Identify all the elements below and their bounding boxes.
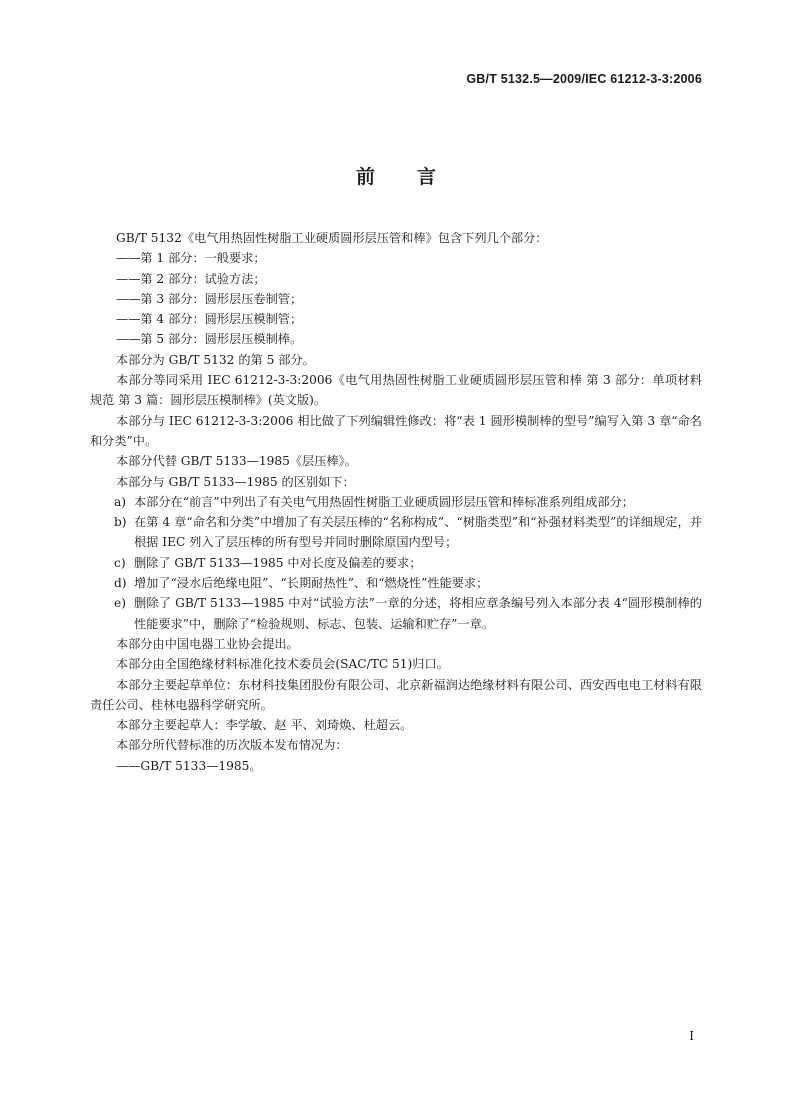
difference-label: d): [114, 576, 127, 591]
difference-item: [90, 512, 702, 553]
replaces-paragraph: 本部分代替 GB/T 5133—1985《层压棒》。: [116, 454, 357, 469]
difference-label: a): [114, 494, 127, 509]
difference-item: [90, 593, 702, 634]
part-list-item: ——第 2 部分：试验方法；: [116, 271, 266, 286]
part-list-item: ——第 1 部分：一般要求；: [116, 251, 266, 266]
part-list-item: ——第 5 部分：圆形层压模制棒。: [116, 332, 303, 347]
differences-intro-paragraph: 本部分与 GB/T 5133—1985 的区别如下：: [116, 474, 355, 489]
equivalence-paragraph: 本部分等同采用 IEC 61212-3-3:2006《电气用热固性树脂工业硬质圆形层压管和棒 第 3 部分：单项材料规范 第 3 篇：圆形层压模制棒》(英文版)。: [90, 373, 702, 408]
standard-code-header: GB/T 5132.5—2009/IEC 61212-3-3:2006: [466, 72, 702, 86]
difference-item: [90, 573, 702, 593]
intro-paragraph: GB/T 5132《电气用热固性树脂工业硬质圆形层压管和棒》包含下列几个部分：: [116, 231, 548, 245]
history-list-item: ——GB/T 5133—1985。: [116, 758, 262, 773]
drafting-units-paragraph: 本部分主要起草单位：东材科技集团股份有限公司、北京新福润达绝缘材料有限公司、西安西电电工材料有限责任公司、桂林电器科学研究所。: [90, 677, 702, 712]
history-intro-paragraph: 本部分所代替标准的历次版本发布情况为：: [116, 738, 348, 753]
difference-item: [90, 492, 702, 512]
difference-text: 删除了 GB/T 5133—1985 中对“试验方法”一章的分述，将相应章条编号列入本部分表 4“圆形模制棒的性能要求”中，删除了“检验规则、标志、包装、运输和贮存”一章。: [134, 596, 702, 631]
page-title: 前言: [355, 166, 478, 188]
difference-label: c): [114, 555, 126, 570]
difference-text: 本部分在“前言”中列出了有关电气用热固性树脂工业硬质圆形层压管和棒标准系列组成部分；: [134, 494, 634, 509]
page-number: I: [689, 1029, 694, 1043]
centralized-by-paragraph: 本部分由全国绝缘材料标准化技术委员会(SAC/TC 51)归口。: [116, 657, 449, 672]
part-list-item: ——第 3 部分：圆形层压卷制管；: [116, 291, 303, 306]
difference-text: 增加了“浸水后绝缘电阻”、“长期耐热性”、和“燃烧性”性能要求；: [134, 576, 489, 591]
difference-label: b): [114, 515, 127, 530]
drafters-paragraph: 本部分主要起草人：李学敏、赵 平、刘琦焕、杜超云。: [116, 718, 413, 733]
part-list-item: ——第 4 部分：圆形层压模制管；: [116, 312, 303, 327]
difference-text: 删除了 GB/T 5133—1985 中对长度及偏差的要求；: [134, 555, 422, 570]
difference-label: e): [114, 596, 126, 611]
proposed-by-paragraph: 本部分由中国电器工业协会提出。: [116, 636, 299, 651]
foreword-body: [90, 228, 702, 776]
difference-text: 在第 4 章“命名和分类”中增加了有关层压棒的“名称构成”、“树脂类型”和“补强材料类型”的详细规定，并根据 IEC 列入了层压棒的所有型号并同时删除原国内型号；: [134, 515, 702, 550]
difference-item: [90, 553, 702, 573]
editorial-changes-paragraph: 本部分与 IEC 61212-3-3:2006 相比做了下列编辑性修改：将“表 1 圆形模制棒的型号”编写入第 3 章“命名和分类”中。: [90, 413, 702, 448]
this-part-paragraph: 本部分为 GB/T 5132 的第 5 部分。: [116, 352, 315, 367]
